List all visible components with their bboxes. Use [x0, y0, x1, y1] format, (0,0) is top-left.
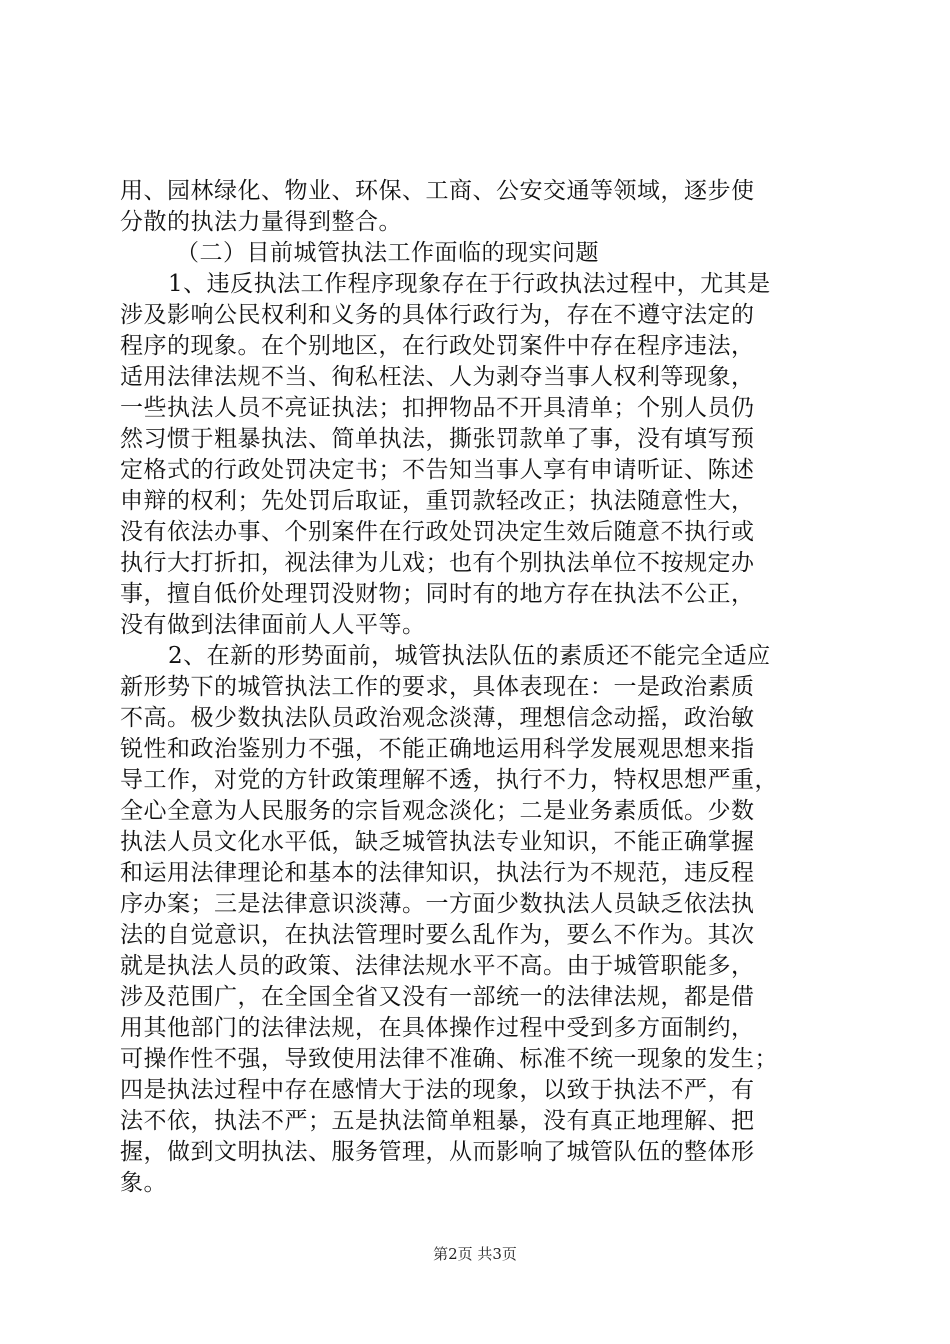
body-line: 事，擅自低价处理罚没财物；同时有的地方存在执法不公正，: [120, 581, 755, 607]
page-footer: 第2页 共3页: [433, 1245, 517, 1263]
body-line: 全心全意为人民服务的宗旨观念淡化；二是业务素质低。少数: [120, 798, 755, 824]
body-line: 四是执法过程中存在感情大于法的现象，以致于执法不严，有: [120, 1077, 755, 1103]
body-line: 象。: [120, 1170, 167, 1196]
body-line: 用、园林绿化、物业、环保、工商、公安交通等领域，逐步使: [120, 178, 755, 204]
body-line: 涉及范围广，在全国全省又没有一部统一的法律法规，都是借: [120, 984, 755, 1010]
body-line: 用其他部门的法律法规，在具体操作过程中受到多方面制约，: [120, 1015, 755, 1041]
body-line: 法不依，执法不严；五是执法简单粗暴，没有真正地理解、把: [120, 1108, 755, 1134]
body-line: 不高。极少数执法队员政治观念淡薄，理想信念动摇，政治敏: [120, 705, 755, 731]
body-line: 涉及影响公民权利和义务的具体行政行为，存在不遵守法定的: [120, 302, 755, 328]
body-line: 执法人员文化水平低，缺乏城管执法专业知识，不能正确掌握: [120, 829, 755, 855]
body-line: 然习惯于粗暴执法、简单执法，撕张罚款单了事，没有填写预: [120, 426, 755, 452]
body-line: 适用法律法规不当、徇私枉法、人为剥夺当事人权利等现象，: [120, 364, 755, 390]
body-line: 握，做到文明执法、服务管理，从而影响了城管队伍的整体形: [120, 1139, 755, 1165]
body-line: 导工作，对党的方针政策理解不透，执行不力，特权思想严重，: [120, 767, 778, 793]
body-line: 和运用法律理论和基本的法律知识，执法行为不规范，违反程: [120, 860, 755, 886]
body-line: 分散的执法力量得到整合。: [120, 209, 402, 235]
body-line: 申辩的权利；先处罚后取证，重罚款轻改正；执法随意性大，: [120, 488, 755, 514]
body-line: 一些执法人员不亮证执法；扣押物品不开具清单；个别人员仍: [120, 395, 755, 421]
paragraph-2-first-line: 2、在新的形势面前，城管执法队伍的素质还不能完全适应: [168, 643, 771, 669]
body-line: 锐性和政治鉴别力不强，不能正确地运用科学发展观思想来指: [120, 736, 755, 762]
body-line: 新形势下的城管执法工作的要求，具体表现在：一是政治素质: [120, 674, 755, 700]
section-heading: （二）目前城管执法工作面临的现实问题: [176, 240, 599, 266]
body-line: 序办案；三是法律意识淡薄。一方面少数执法人员缺乏依法执: [120, 891, 755, 917]
body-line: 可操作性不强，导致使用法律不准确、标准不统一现象的发生；: [120, 1046, 778, 1072]
body-line: 程序的现象。在个别地区，在行政处罚案件中存在程序违法，: [120, 333, 755, 359]
body-line: 执行大打折扣，视法律为儿戏；也有个别执法单位不按规定办: [120, 550, 755, 576]
body-line: 法的自觉意识，在执法管理时要么乱作为，要么不作为。其次: [120, 922, 755, 948]
body-line: 就是执法人员的政策、法律法规水平不高。由于城管职能多，: [120, 953, 755, 979]
body-line: 定格式的行政处罚决定书；不告知当事人享有申请听证、陈述: [120, 457, 755, 483]
paragraph-1-first-line: 1、违反执法工作程序现象存在于行政执法过程中，尤其是: [168, 271, 771, 297]
body-line: 没有做到法律面前人人平等。: [120, 612, 426, 638]
body-line: 没有依法办事、个别案件在行政处罚决定生效后随意不执行或: [120, 519, 755, 545]
